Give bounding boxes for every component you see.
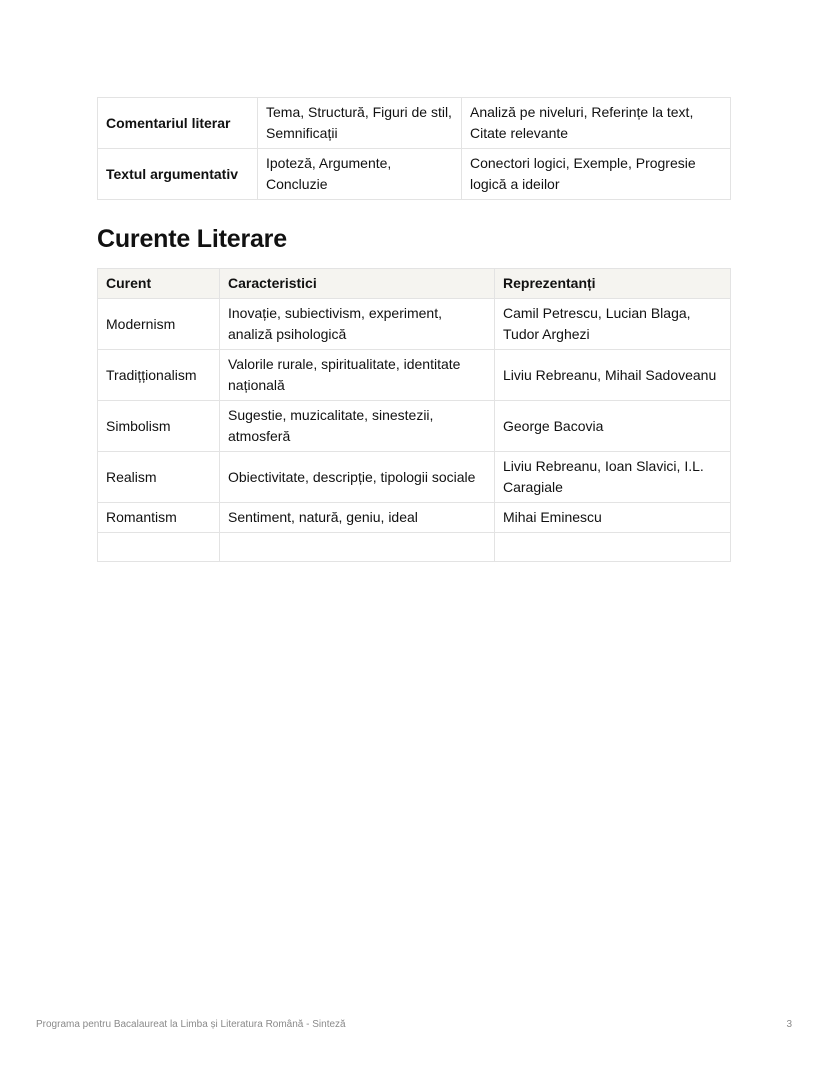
table-cell: Tema, Structură, Figuri de stil, Semnificații [258,98,462,149]
table-cell: Analiză pe niveluri, Referințe la text, Citate relevante [462,98,731,149]
table-cell: Sugestie, muzicalitate, sinestezii, atmosferă [220,401,495,452]
column-header-reprezentanti: Reprezentanți [495,269,731,299]
table-cell: Inovație, subiectivism, experiment, analiză psihologică [220,299,495,350]
table-row [98,149,731,200]
column-header-curent: Curent [98,269,220,299]
table-cell: Tradițționalism [98,350,220,401]
table-cell: Textul argumentativ [98,149,258,200]
table-cell: Mihai Eminescu [495,503,731,533]
composition-types-table [97,97,731,200]
table-row [98,350,731,401]
page-content [97,97,730,562]
table-cell: George Bacovia [495,401,731,452]
table-row [98,452,731,503]
table-cell: Obiectivitate, descripție, tipologii sociale [220,452,495,503]
table-cell [220,533,495,562]
table-cell: Ipoteză, Argumente, Concluzie [258,149,462,200]
table-cell: Liviu Rebreanu, Mihail Sadoveanu [495,350,731,401]
section-title: Curente Literare [97,225,287,253]
footer-text: Programa pentru Bacalaureat la Limba și Literatura Română - Sinteză [36,1019,346,1030]
table-row [98,98,731,149]
table-row-empty [98,533,731,562]
table-cell [98,533,220,562]
table-row [98,401,731,452]
table-cell: Realism [98,452,220,503]
table-cell: Sentiment, natură, geniu, ideal [220,503,495,533]
table-cell: Simbolism [98,401,220,452]
table-header-row [98,269,731,299]
column-header-caracteristici: Caracteristici [220,269,495,299]
table-cell: Liviu Rebreanu, Ioan Slavici, I.L. Caragiale [495,452,731,503]
table-row [98,503,731,533]
page-number: 3 [786,1019,792,1030]
page-footer [36,1019,792,1030]
table-cell: Camil Petrescu, Lucian Blaga, Tudor Arghezi [495,299,731,350]
table-cell: Conectori logici, Exemple, Progresie logică a ideilor [462,149,731,200]
table-row [98,299,731,350]
table-cell: Modernism [98,299,220,350]
table-cell: Comentariul literar [98,98,258,149]
literary-movements-table [97,268,731,562]
table-cell: Valorile rurale, spiritualitate, identitate națională [220,350,495,401]
table-cell [495,533,731,562]
table-cell: Romantism [98,503,220,533]
